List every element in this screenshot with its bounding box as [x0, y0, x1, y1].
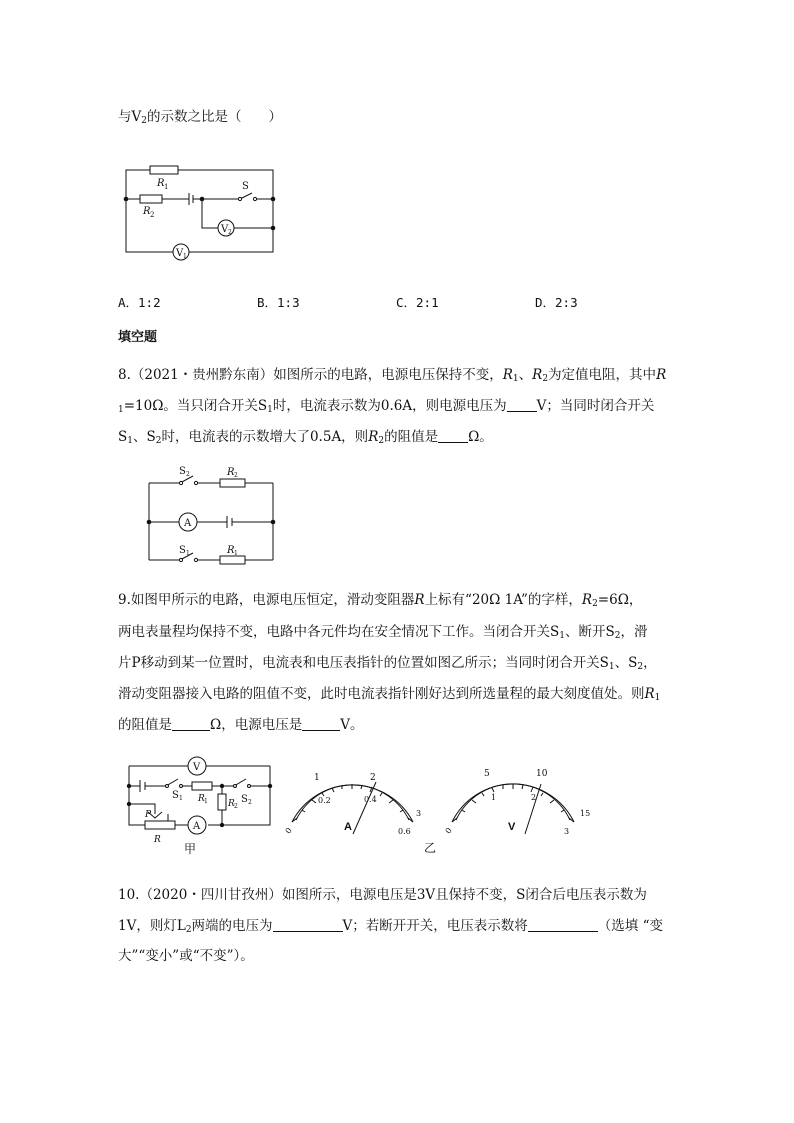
ammeter-bottom-tick-0: 0 — [283, 825, 294, 836]
q9-line-3 — [118, 653, 657, 677]
voltmeter-bottom-tick-1: 1 — [491, 793, 497, 802]
q9-line-4 — [118, 684, 660, 708]
q8-text: S — [118, 429, 128, 445]
q10-text: 1V，则灯L — [118, 918, 186, 934]
q9-sub: 1 — [559, 631, 565, 641]
q9-text: ， — [643, 655, 657, 671]
q8-line-1 — [118, 365, 666, 389]
q9-label-r1-sub: 1 — [204, 798, 208, 805]
q8-var: R — [656, 367, 667, 383]
q9-text: 、S — [614, 655, 638, 671]
q9-label-s1-sub: 1 — [179, 795, 183, 802]
q10-text: （选填 “变 — [597, 918, 663, 934]
q8-sub: 2 — [155, 436, 162, 446]
q8-answer-blank-2[interactable] — [438, 429, 468, 443]
voltmeter-bottom-tick-2: 2 — [531, 793, 537, 802]
q8-text: 为定值电阻，其中 — [548, 367, 657, 383]
q8-sub: 1 — [118, 405, 124, 415]
q9-sub: 1 — [654, 693, 661, 703]
q8-label-s1-sub: 1 — [186, 550, 190, 557]
q9-label-r2-sub: 2 — [234, 803, 238, 810]
q9-text: 的阻值是 — [118, 717, 172, 733]
q8-label-r1: R — [227, 545, 235, 556]
q9-label-s2: S — [241, 794, 248, 805]
voltmeter-needle — [525, 784, 541, 834]
q9-text: V。 — [340, 717, 364, 733]
voltmeter-unit-label: V — [508, 821, 516, 833]
q7-label-r1: R — [157, 178, 165, 189]
q8-label-r1-sub: 1 — [234, 550, 238, 557]
q7-stem-sub: 2 — [141, 116, 147, 126]
ammeter-top-tick-2: 2 — [370, 773, 376, 783]
voltmeter-scale-arc — [452, 784, 574, 822]
ammeter-top-tick-1: 1 — [314, 773, 320, 783]
q8-text: 、S — [132, 429, 156, 445]
q7-circuit-diagram — [118, 158, 288, 260]
q10-line-3 — [118, 946, 254, 966]
voltmeter-top-tick-3: 15 — [580, 809, 591, 818]
q9-sub: 2 — [637, 662, 644, 672]
q9-text: 两电表量程均保持不变，电路中各元件均在安全情况下工作。当闭合开关S — [118, 624, 560, 640]
q8-label-r2-sub: 2 — [234, 472, 238, 479]
q9-label-s2-sub: 2 — [248, 799, 252, 806]
q8-label-s2: S — [179, 466, 186, 477]
q9-line-2 — [118, 622, 647, 646]
q9-text: 上标有“20Ω 1A”的字样， — [424, 592, 582, 608]
q8-line-2 — [118, 396, 654, 420]
voltmeter-top-tick-1: 5 — [484, 769, 490, 779]
q10-text: V；若断开开关，电压表示数将 — [342, 918, 528, 934]
q9-circuit-jia — [124, 752, 274, 858]
q8-label-r2: R — [227, 467, 235, 478]
q9-text: Ω，电源电压是 — [210, 717, 303, 733]
q8-r2-resistor — [220, 479, 245, 487]
q8-line-3 — [118, 427, 493, 451]
q8-label-s2-sub: 2 — [186, 471, 190, 478]
q8-text: 、 — [518, 367, 533, 383]
q10-text: 10.（2020・四川甘孜州）如图所示，电源电压是3V且保持不变，S闭合后电压表示数为 — [118, 887, 647, 903]
q7-label-r2: R — [143, 206, 151, 217]
q10-text: 大”“变小”或“不变”）。 — [118, 948, 254, 964]
q9-rheostat — [145, 821, 175, 829]
ammeter-needle — [353, 782, 376, 834]
q9-ammeter-dial — [282, 760, 432, 835]
q7-r2-resistor — [140, 195, 162, 203]
q9-label-r: R — [154, 835, 161, 845]
q9-sub: 1 — [608, 662, 615, 672]
q9-answer-blank-1[interactable] — [172, 717, 210, 731]
q8-sub: 1 — [512, 374, 519, 384]
q8-circuit-diagram — [143, 463, 283, 573]
q8-text: =10Ω。当只闭合开关S — [123, 398, 268, 414]
q8-answer-blank-1[interactable] — [507, 398, 537, 412]
q7-option-b[interactable]: B．1:3 — [257, 295, 300, 310]
ammeter-scale-arc — [292, 785, 413, 822]
q8-sub: 2 — [542, 374, 549, 384]
q7-stem-text: 与V — [118, 109, 142, 125]
q8-var: R — [368, 429, 379, 445]
ammeter-bottom-tick-3: 0.6 — [398, 827, 411, 836]
q8-text: 时，电流表的示数增大了0.5A，则 — [161, 429, 369, 445]
q8-battery — [227, 516, 232, 528]
q8-sub: 1 — [267, 405, 273, 415]
q8-text: 的阻值是 — [384, 429, 439, 445]
q9-var: R — [644, 686, 655, 702]
q8-sub: 1 — [127, 436, 133, 446]
q7-label-r1-sub: 1 — [164, 183, 169, 191]
q8-label-a: A — [184, 518, 192, 529]
q8-var: R — [502, 367, 513, 383]
q7-label-v1-sub: 1 — [183, 253, 187, 260]
q9-text: ，滑 — [620, 624, 648, 640]
q9-r1-resistor — [192, 782, 212, 790]
q9-text: 滑动变阻器接入电路的阻值不变，此时电流表指针刚好达到所选量程的最大刻度值处。则 — [118, 686, 645, 702]
q9-label-a: A — [193, 821, 201, 832]
q9-label-r2: R — [228, 799, 235, 809]
q7-battery — [189, 193, 193, 205]
q7-stem — [118, 107, 282, 131]
q7-option-d[interactable]: D．2:3 — [535, 295, 578, 310]
q10-answer-blank-2[interactable] — [528, 918, 598, 932]
q7-option-c[interactable]: C．2:1 — [396, 295, 439, 310]
q9-label-p: P — [145, 810, 152, 820]
q8-text: 8.（2021・贵州黔东南）如图所示的电路，电源电压保持不变， — [118, 367, 503, 383]
q10-line-2 — [118, 916, 663, 940]
q7-label-v2: V — [221, 224, 229, 235]
voltmeter-top-tick-2: 10 — [536, 769, 548, 779]
q9-sub: 2 — [592, 599, 598, 609]
q7-option-a[interactable]: A．1:2 — [118, 295, 161, 310]
q7-label-s: S — [242, 181, 249, 192]
q9-label-s1: S — [172, 790, 179, 801]
q9-text: 9.如图甲所示的电路，电源电压恒定，滑动变阻器 — [118, 592, 415, 608]
q7-label-r2-sub: 2 — [150, 211, 155, 219]
q9-label-r1: R — [198, 794, 205, 804]
q10-line-1 — [118, 885, 647, 905]
q8-r1-resistor — [220, 556, 245, 564]
voltmeter-bottom-tick-0: 0 — [443, 825, 454, 836]
voltmeter-bottom-tick-3: 3 — [564, 827, 570, 836]
q7-label-v1: V — [176, 248, 184, 259]
q9-line-5 — [118, 715, 363, 735]
q8-text: V；当同时闭合开关 — [536, 398, 655, 414]
q9-sub: 2 — [614, 631, 621, 641]
section-heading: 填空题 — [118, 330, 158, 345]
q10-answer-blank-1[interactable] — [273, 918, 343, 932]
q7-label-v2-sub: 2 — [228, 229, 232, 236]
q9-text: 、断开S — [564, 624, 615, 640]
q8-label-s1: S — [179, 545, 186, 556]
ammeter-bottom-tick-1: 0.2 — [318, 796, 331, 805]
q8-var: R — [532, 367, 543, 383]
q8-text: Ω。 — [468, 429, 493, 445]
q9-line-1 — [118, 590, 642, 614]
q9-var: R — [581, 592, 593, 608]
q7-stem-text-2: 的示数之比是（ ） — [146, 109, 282, 125]
q8-text: 时，电流表示数为0.6A，则电源电压为 — [272, 398, 507, 414]
ammeter-top-tick-3: 3 — [416, 809, 422, 818]
ammeter-unit-label: A — [344, 821, 352, 833]
q7-r1-resistor — [150, 166, 178, 174]
q10-text: 两端的电压为 — [191, 918, 273, 934]
q9-var: R — [414, 592, 425, 608]
q9-r2-resistor — [218, 794, 226, 810]
q9-voltmeter-dial — [440, 760, 600, 835]
q9-text: 片P移动到某一位置时，电流表和电压表指针的位置如图乙所示；当同时闭合开关S — [118, 655, 609, 671]
q8-sub: 2 — [378, 436, 385, 446]
ammeter-bottom-tick-2: 0.4 — [364, 795, 377, 804]
q9-text: =6Ω， — [597, 592, 643, 608]
q9-caption-yi: 乙 — [424, 841, 437, 855]
q9-caption-jia: 甲 — [184, 842, 197, 856]
q9-battery — [140, 780, 145, 792]
q9-answer-blank-2[interactable] — [302, 717, 340, 731]
q10-sub: 2 — [185, 925, 192, 935]
q9-label-v: V — [193, 762, 201, 773]
